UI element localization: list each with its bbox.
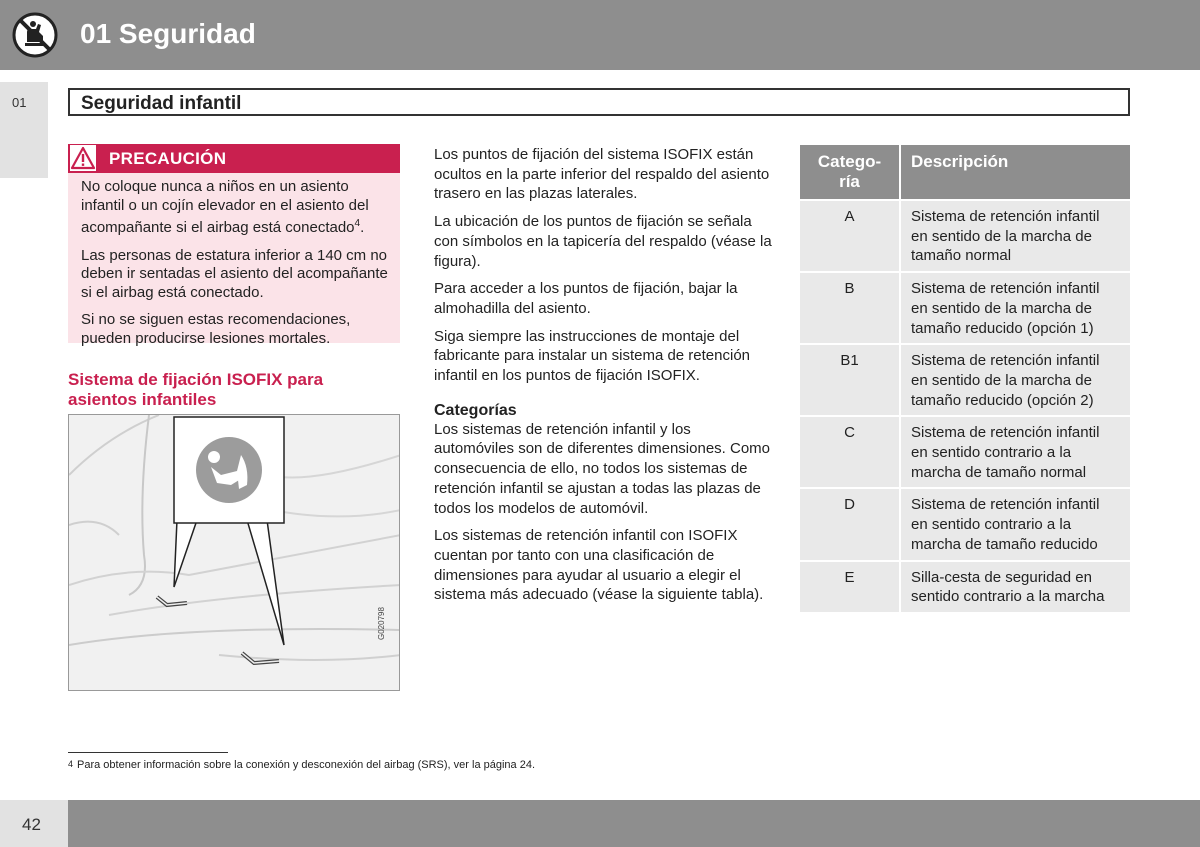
table-row	[800, 200, 1130, 272]
description-cell: Sistema de retención infantil en sentido de la marcha de tamaño reducido (opción 1)	[900, 272, 1130, 344]
body-text-column	[434, 145, 774, 613]
footer-left-block	[0, 800, 68, 847]
footer-bar	[68, 800, 1200, 847]
category-cell: A	[800, 200, 900, 272]
category-cell: E	[800, 561, 900, 612]
body-paragraph-3: Para acceder a los puntos de fijación, bajar la almohadilla del asiento.	[434, 280, 738, 317]
footnote	[68, 759, 535, 771]
category-cell: C	[800, 416, 900, 488]
seat-drawing	[69, 415, 400, 691]
chapter-tab	[0, 82, 48, 178]
warning-title: PRECAUCIÓN	[109, 149, 227, 168]
warning-box	[68, 144, 400, 347]
chapter-tab-number: 01	[12, 95, 27, 110]
figure-code: G020798	[377, 607, 386, 640]
subsection-heading: Sistema de fijación ISOFIX para asientos infantiles	[68, 370, 324, 409]
warning-paragraph-1: No coloque nunca a niños en un asiento infantil o un cojín elevador en el asiento del acompañante si el airbag está conectado$^4$.	[81, 178, 369, 236]
body-paragraph-4: Siga siempre las instrucciones de montaje del fabricante para instalar un sistema de retención infantil en los puntos de fijación ISOFIX.	[434, 327, 751, 385]
header-left-block	[0, 0, 70, 70]
footnote-rule	[68, 752, 228, 753]
table-row	[800, 272, 1130, 344]
header-category: Catego-ría	[800, 145, 900, 200]
description-cell: Sistema de retención infantil en sentido contrario a la marcha de tamaño reducido	[900, 488, 1130, 560]
category-table	[800, 145, 1130, 612]
body-paragraph-2: La ubicación de los puntos de fijación se señala con símbolos en la tapicería del respaldo (véase la figura).	[434, 213, 772, 270]
no-child-seat-icon	[12, 12, 58, 58]
section-title-box	[68, 88, 1130, 116]
warning-paragraph-3: Si no se siguen estas recomendaciones, pueden producirse lesiones mortales.	[81, 311, 351, 347]
table-row	[800, 488, 1130, 560]
warning-paragraph-2: Las personas de estatura inferior a 140 cm no deben ir sentadas el asiento del acompañante si el airbag está conectado.	[81, 246, 388, 301]
description-cell: Sistema de retención infantil en sentido contrario a la marcha de tamaño normal	[900, 416, 1130, 488]
section-title: Seguridad infantil	[81, 93, 242, 114]
body-paragraph-1: Los puntos de fijación del sistema ISOFIX están ocultos en la parte inferior del respaldo del asiento trasero en las plazas laterales.	[434, 146, 770, 203]
category-cell: B	[800, 272, 900, 344]
warning-header	[68, 144, 400, 173]
warning-body	[81, 178, 391, 357]
isofix-child-seat-icon	[196, 437, 262, 503]
description-cell: Sistema de retención infantil en sentido de la marcha de tamaño normal	[900, 200, 1130, 272]
table-row	[800, 561, 1130, 612]
isofix-illustration	[68, 414, 400, 691]
category-cell: B1	[800, 344, 900, 416]
warning-triangle-icon	[70, 145, 96, 171]
footnote-ref: 4	[354, 218, 361, 229]
description-cell: Silla-cesta de seguridad en sentido contrario a la marcha	[900, 561, 1130, 612]
footnote-text: Para obtener información sobre la conexión y desconexión del airbag (SRS), ver la página 24.	[77, 759, 536, 771]
footnote-number: 4	[68, 759, 74, 769]
header-description: Descripción	[900, 145, 1130, 200]
category-cell: D	[800, 488, 900, 560]
table-row	[800, 344, 1130, 416]
body-paragraph-5: Los sistemas de retención infantil y los automóviles son de diferentes dimensiones. Como consecuencia de ello, no todos los sistemas de retención infantil se ajustan a todas las plazas de todos los modelos de automóvil.	[434, 420, 771, 517]
categories-heading: Categorías	[434, 401, 517, 419]
description-cell: Sistema de retención infantil en sentido de la marcha de tamaño reducido (opción 2)	[900, 344, 1130, 416]
page-number: 42	[22, 815, 41, 834]
chapter-title: 01 Seguridad	[80, 18, 256, 49]
table-row	[800, 416, 1130, 488]
body-paragraph-6: Los sistemas de retención infantil con ISOFIX cuentan por tanto con una clasificación de dimensiones para ayudar al usuario a elegir el sistema más adecuado (véase la siguiente tabla).	[434, 527, 764, 604]
table-header-row	[800, 145, 1130, 200]
